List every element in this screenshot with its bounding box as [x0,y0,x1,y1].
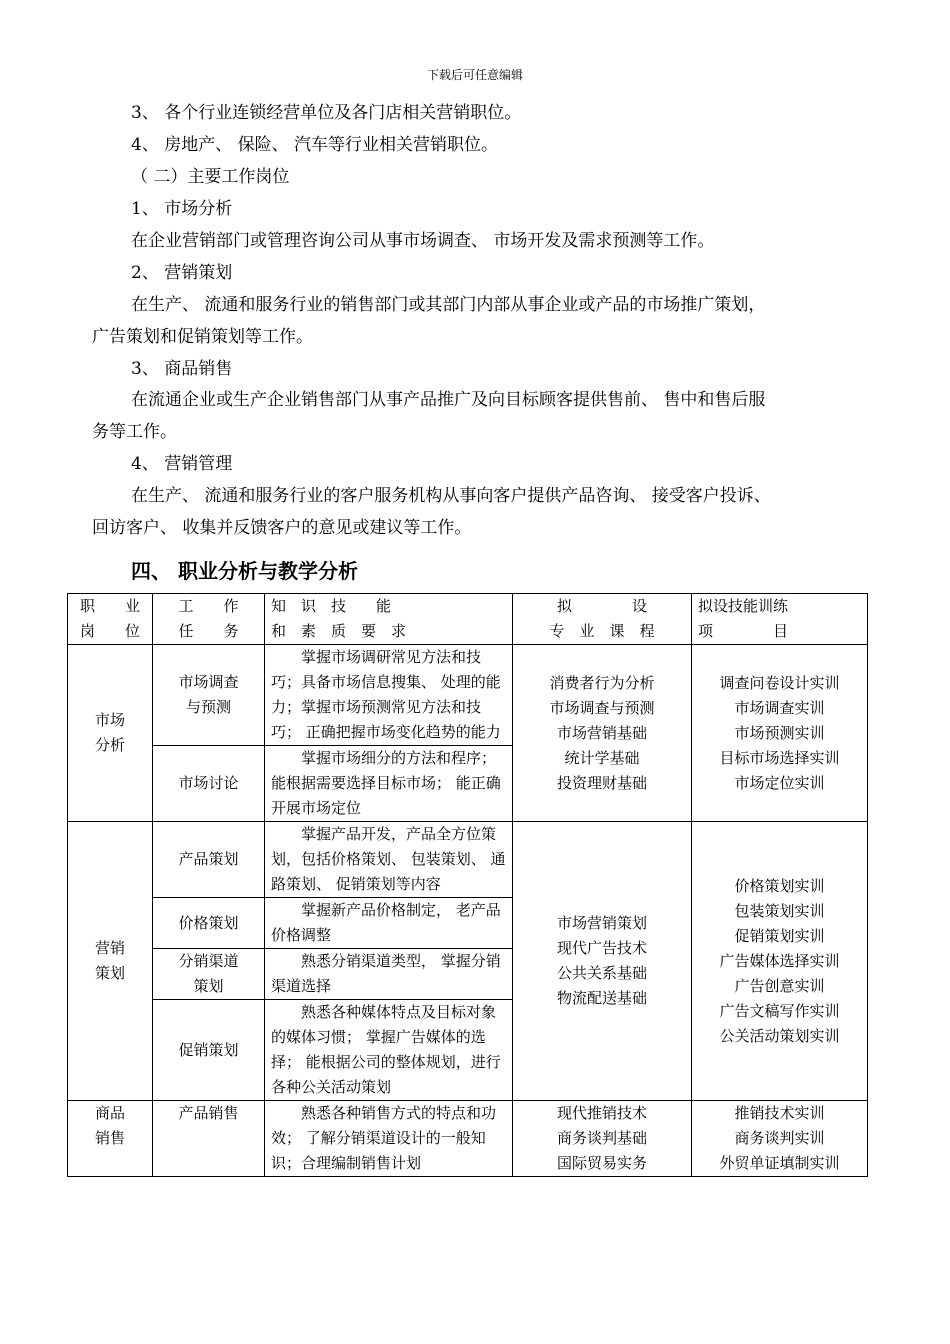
text-line: （ 二）主要工作岗位 [131,167,290,187]
header-req: 知 识 技 能 和 素 质 要 求 [265,594,513,645]
text-line: 1、 市场分析 [131,199,233,219]
course-cell: 现代推销技术 商务谈判基础 国际贸易实务 [513,1101,692,1177]
text-line: 务等工作。 [92,422,177,442]
text-line: 广告策划和促销策划等工作。 [92,327,313,347]
table-row [68,822,868,898]
req-cell: 掌握产品开发，产品全方位策划，包括价格策划、 包装策划、 通路策划、 促销策划等内容 [265,822,513,898]
table-header-row [68,594,868,645]
text-line: 2、 营销策划 [131,263,233,283]
post-cell: 商品 销售 [68,1101,153,1177]
task-cell: 价格策划 [153,898,265,949]
header-post: 职 业 岗 位 [68,594,153,645]
text-line: 4、 营销管理 [131,454,233,474]
text-line: 3、 商品销售 [131,359,233,379]
text-line: 在企业营销部门或管理咨询公司从事市场调查、 市场开发及需求预测等工作。 [131,231,715,251]
training-cell: 价格策划实训 包装策划实训 促销策划实训 广告媒体选择实训 广告创意实训 广告文稿写作实训 公关活动策划实训 [692,822,868,1101]
header-course: 拟 设 专 业 课 程 [513,594,692,645]
text-line: 在生产、 流通和服务行业的销售部门或其部门内部从事企业或产品的市场推广策划， [131,295,766,315]
post-cell: 市场 分析 [68,645,153,822]
header-training: 拟设技能训练 项 目 [692,594,868,645]
req-cell: 熟悉各种媒体特点及目标对象的媒体习惯； 掌握广告媒体的选择； 能根据公司的整体规划，进行各种公关活动策划 [265,1000,513,1101]
task-cell: 分销渠道 策划 [153,949,265,1000]
table-row [68,645,868,746]
task-cell: 产品销售 [153,1101,265,1177]
text-line: 回访客户、 收集并反馈客户的意见或建议等工作。 [92,518,472,538]
text-line: 3、 各个行业连锁经营单位及各门店相关营销职位。 [131,103,522,123]
page-header: 下载后可任意编辑 [426,68,523,82]
training-cell: 调查问卷设计实训 市场调查实训 市场预测实训 目标市场选择实训 市场定位实训 [692,645,868,822]
req-cell: 掌握新产品价格制定， 老产品价格调整 [265,898,513,949]
text-line: 4、 房地产、 保险、 汽车等行业相关营销职位。 [131,135,499,155]
text-line: 在流通企业或生产企业销售部门从事产品推广及向目标顾客提供售前、 售中和售后服 [131,390,766,410]
section-title: 四、 职业分析与教学分析 [131,559,358,583]
table-row [68,1101,868,1177]
task-cell: 市场讨论 [153,746,265,822]
task-cell: 市场调查 与预测 [153,645,265,746]
req-cell: 熟悉各种销售方式的特点和功效； 了解分销渠道设计的一般知识；合理编制销售计划 [265,1101,513,1177]
text-line: 在生产、 流通和服务行业的客户服务机构从事向客户提供产品咨询、 接受客户投诉、 [131,486,771,506]
task-cell: 产品策划 [153,822,265,898]
req-cell: 熟悉分销渠道类型， 掌握分销渠道选择 [265,949,513,1000]
req-cell: 掌握市场细分的方法和程序；能根据需要选择目标市场； 能正确开展市场定位 [265,746,513,822]
req-cell: 掌握市场调研常见方法和技巧；具备市场信息搜集、 处理的能力；掌握市场预测常见方法和技巧； 正确把握市场变化趋势的能力 [265,645,513,746]
header-task: 工 作 任 务 [153,594,265,645]
training-cell: 推销技术实训 商务谈判实训 外贸单证填制实训 [692,1101,868,1177]
post-cell: 营销 策划 [68,822,153,1101]
course-cell: 市场营销策划 现代广告技术 公共关系基础 物流配送基础 [513,822,692,1101]
analysis-table [67,593,868,1177]
course-cell: 消费者行为分析 市场调查与预测 市场营销基础 统计学基础 投资理财基础 [513,645,692,822]
task-cell: 促销策划 [153,1000,265,1101]
